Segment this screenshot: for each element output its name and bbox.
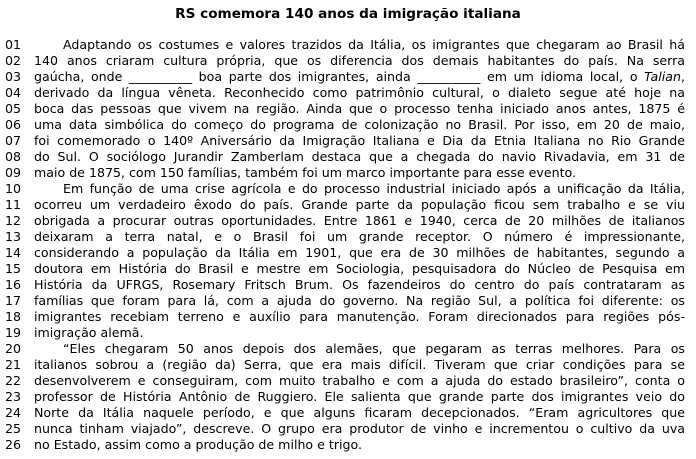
line-number: 01 [5,37,22,52]
line-text: professor de História Antônio de Ruggiero. Ele salienta que grande parte dos imigrantes veio do [34,389,685,405]
text-line [0,421,696,437]
text-line [0,437,696,453]
line-text: ocorreu um verdadeiro êxodo do país. Grande parte da população ficou sem trabalho e se viu [34,197,685,213]
text-line [0,357,696,373]
line-text: no Estado, assim como a produção de milho e trigo. [34,437,362,453]
text-line [0,405,696,421]
line-text: desenvolverem e conseguiram, com muito trabalho e com a ajuda do estado brasileiro”, conta o [34,373,685,389]
text-line [0,277,696,293]
line-number: 10 [5,181,22,197]
line-number: 16 [5,277,22,293]
line-number: 22 [5,373,22,389]
line-text: italianos sobrou a (região da) Serra, que era mais difícil. Tiveram que criar condições para se [34,357,685,373]
fill-in-blank-1: __________ [129,69,192,85]
text-line [0,101,696,117]
line-number: 07 [5,133,22,149]
line-number: 24 [5,405,22,421]
document-title: RS comemora 140 anos da imigração italiana [175,6,521,22]
line-number: 21 [5,357,22,373]
text-line [0,181,696,197]
line-text: imigrantes recebiam terreno e auxílio para manutenção. Foram direcionados para regiões pós- [34,309,685,325]
line-text-part: em um idioma local, o [480,69,645,85]
line-text: derivado da língua vêneta. Reconhecido como patrimônio cultural, o dialeto segue até hoje na [34,85,685,101]
line-number: 05 [5,101,22,117]
line-text: maio de 1875, com 150 famílias, também foi um marco importante para esse evento. [34,165,577,181]
text-line [0,53,696,69]
line-number: 08 [5,149,22,165]
line-text [34,69,685,85]
line-text: boca das pessoas que vivem na região. Ainda que o processo tenha iniciado anos antes, 1875 é [34,101,685,117]
text-line [0,325,696,341]
line-text: “Eles chegaram 50 anos depois dos alemães, que pegaram as terras melhores. Para os [63,341,685,357]
text-line [0,149,696,165]
text-line [0,213,696,229]
text-line [0,69,696,85]
line-number: 26 [5,437,22,453]
text-line [0,133,696,149]
line-text: História da UFRGS, Rosemary Fritsch Brum. Os fazendeiros do centro do país contrataram as [34,277,685,293]
line-text-part: boa parte dos imigrantes, ainda [192,69,418,85]
text-line [0,85,696,101]
line-text: deixaram a terra natal, e o Brasil foi um grande receptor. O número é impressionante, [34,229,685,245]
text-line [0,165,696,181]
line-number: 06 [5,117,22,133]
text-line [0,229,696,245]
line-number: 25 [5,421,22,437]
line-text: considerando a população da Itália em 1901, que era de 30 milhões de habitantes, segundo a [34,245,685,261]
line-text: uma data simbólica do começo do programa de colonização no Brasil. Por isso, em 20 de maio, [34,117,685,133]
line-number: 11 [5,197,22,213]
line-number: 15 [5,261,22,277]
line-number: 17 [5,293,22,309]
line-number: 23 [5,389,22,405]
text-line [0,197,696,213]
fill-in-blank-2: __________ [417,69,481,85]
line-number: 18 [5,309,22,325]
line-text: doutora em História do Brasil e mestre em Sociologia, pesquisadora do Núcleo de Pesquisa em [34,261,685,277]
line-number: 20 [5,341,22,357]
line-number: 02 [5,53,22,69]
text-line [0,117,696,133]
line-text: 140 anos criaram cultura própria, que os diferencia dos demais habitantes do país. Na serra [34,53,685,69]
line-text: Em função de uma crise agrícola e do processo industrial iniciado após a unificação da Itália, [63,181,685,197]
line-text: Norte da Itália naquele período, e que alguns ficaram decepcionados. “Eram agricultores que [34,405,685,421]
text-line [0,341,696,357]
line-number: 03 [5,69,22,85]
text-line [0,389,696,405]
line-number: 09 [5,165,22,181]
text-line [0,373,696,389]
line-text: imigração alemã. [34,325,144,341]
text-line [0,309,696,325]
line-text: do Sul. O sociólogo Jurandir Zamberlam destaca que a chegada do navio Rivadavia, em 31 de [34,149,685,165]
numbered-text-body [0,37,696,453]
line-number: 13 [5,229,22,245]
line-text: Adaptando os costumes e valores trazidos da Itália, os imigrantes que chegaram ao Brasil há [63,37,685,52]
text-line [0,261,696,277]
line-text: nunca tinham viajado”, descreve. O grupo era produtor de vinho e incrementou o cultivo da uva [34,421,685,437]
text-line [0,245,696,261]
line-text: famílias que foram para lá, com a ajuda do governo. Na região Sul, a política foi diferente: os [34,293,685,309]
italic-term: Talian [644,69,681,85]
line-text-part: , [680,69,685,85]
text-line [0,37,696,53]
text-line [0,293,696,309]
line-number: 12 [5,213,22,229]
line-text: foi comemorado o 140º Aniversário da Imigração Italiana e Dia da Etnia Italiana no Rio Grande [34,133,685,149]
line-text: obrigada a procurar outras oportunidades. Entre 1861 e 1940, cerca de 20 milhões de italianos [34,213,685,229]
line-text-part: gaúcha, onde [34,69,130,85]
line-number: 04 [5,85,22,101]
line-number: 19 [5,325,22,341]
line-number: 14 [5,245,22,261]
